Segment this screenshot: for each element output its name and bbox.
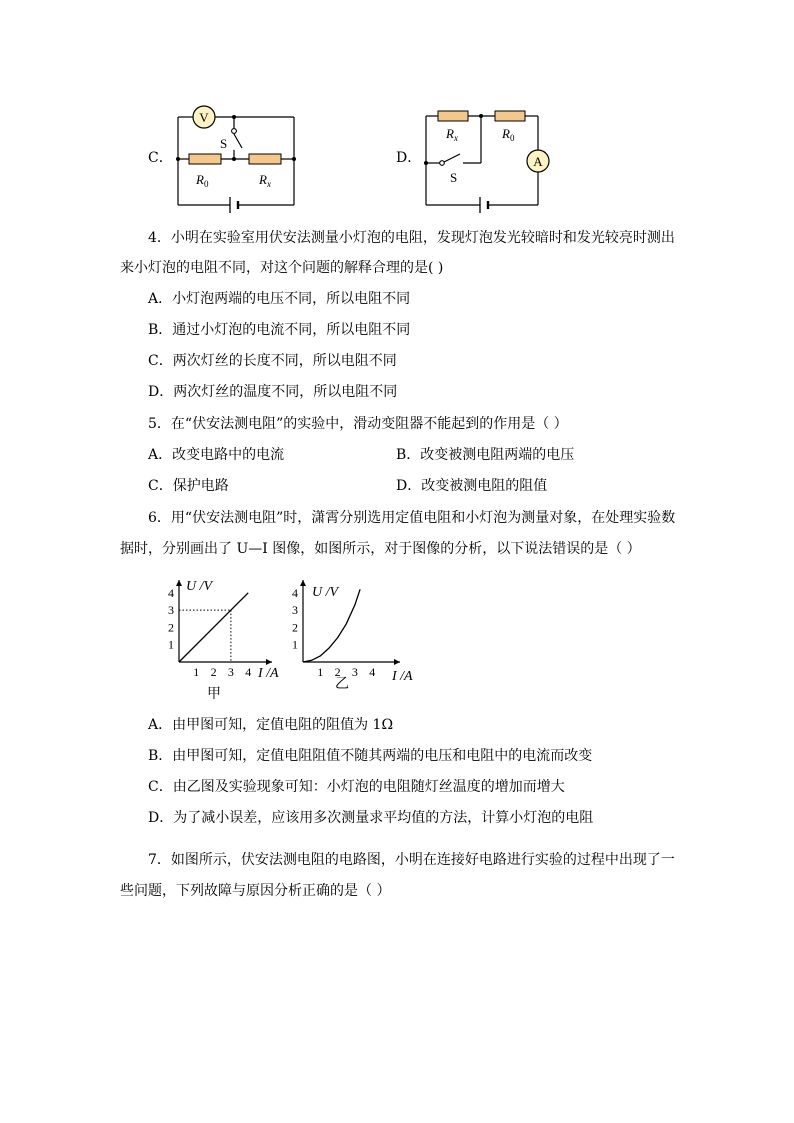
x-tick-label: 1	[193, 665, 200, 679]
q6-option-b: B．由甲图可知，定值电阻阻值不随其两端的电压和电阻中的电流而改变	[148, 748, 593, 764]
q4-option-b: B．通过小灯泡的电流不同，所以电阻不同	[148, 322, 411, 338]
jia-title: 甲	[207, 687, 221, 702]
x-tick-label: 3	[351, 665, 358, 679]
q6-option-c: C．由乙图及实验现象可知：小灯泡的电阻随灯丝温度的增加而增大	[148, 779, 565, 795]
x-tick-label: 2	[210, 665, 217, 679]
circuit-diagram-c	[170, 100, 300, 215]
q6-line1: 6．用“伏安法测电阻”时，潇霄分别选用定值电阻和小灯泡为测量对象，在处理实验数	[148, 510, 676, 526]
jia-x-axis-label: I /A	[258, 666, 279, 681]
y-tick-label: 3	[168, 603, 174, 618]
q5-option-b: B．改变被测电阻两端的电压	[396, 447, 575, 463]
y-tick-label: 2	[292, 620, 298, 635]
y-tick-label: 2	[168, 620, 174, 635]
y-tick-label: 4	[168, 585, 174, 600]
yi-x-axis-label: I /A	[392, 669, 413, 684]
q5-option-c: C．保护电路	[148, 478, 229, 494]
y-tick-label: 1	[168, 637, 174, 652]
voltmeter-label: V	[199, 110, 209, 125]
series-line	[303, 589, 360, 662]
y-tick-label: 3	[292, 603, 298, 618]
q6-option-a: A．由甲图可知，定值电阻的阻值为 1Ω	[148, 717, 394, 733]
q6-option-d: D．为了减小误差，应该用多次测量求平均值的方法，计算小灯泡的电阻	[148, 810, 594, 826]
rx-label: $R_x$	[259, 172, 271, 189]
q4-line2: 来小灯泡的电阻不同，对这个问题的解释合理的是( )	[120, 260, 444, 276]
q5-option-a: A．改变电路中的电流	[148, 447, 285, 463]
option-c-label: C．	[148, 150, 173, 166]
q7-line1: 7．如图所示，伏安法测电阻的电路图，小明在连接好电路进行实验的过程中出现了一	[148, 852, 675, 868]
x-tick-label: 4	[369, 665, 376, 679]
y-tick-label: 4	[292, 585, 298, 600]
r0-label: $R_0$	[196, 172, 209, 189]
x-tick-label: 2	[334, 665, 341, 679]
x-tick-label: 1	[317, 665, 324, 679]
x-tick-label: 3	[227, 665, 234, 679]
ui-graph-jia	[160, 574, 295, 704]
q4-option-a: A．小灯泡两端的电压不同，所以电阻不同	[148, 291, 411, 307]
y-tick-label: 1	[292, 637, 298, 652]
q4-option-c: C．两次灯丝的长度不同，所以电阻不同	[148, 353, 397, 369]
ammeter-label: A	[533, 154, 543, 169]
jia-y-axis-label: U /V	[186, 579, 213, 594]
switch-label: S	[220, 136, 228, 151]
series-line	[179, 593, 248, 662]
x-tick-label: 4	[245, 665, 252, 679]
q6-line2: 据时，分别画出了 U—I 图像，如图所示，对于图像的分析，以下说法错误的是（ ）	[120, 541, 641, 557]
ui-graph-yi	[284, 574, 434, 694]
yi-title: 乙	[335, 677, 349, 692]
q7-line2: 些问题，下列故障与原因分析正确的是（ ）	[120, 883, 391, 899]
switch-label: S	[450, 170, 458, 185]
r0-label: $R_0$	[502, 126, 515, 143]
q4-option-d: D．两次灯丝的温度不同，所以电阻不同	[148, 384, 398, 400]
q5-option-d: D．改变被测电阻的阻值	[396, 478, 548, 494]
q4-line1: 4．小明在实验室用伏安法测量小灯泡的电阻，发现灯泡发光较暗时和发光较亮时测出	[148, 230, 675, 246]
circuit-diagram-d	[418, 100, 558, 215]
option-d-label: D．	[396, 150, 422, 166]
rx-label: $R_x$	[446, 126, 458, 143]
yi-y-axis-label: U /V	[312, 585, 339, 600]
q5-line1: 5．在“伏安法测电阻”的实验中，滑动变阻器不能起到的作用是（ ）	[148, 416, 568, 432]
